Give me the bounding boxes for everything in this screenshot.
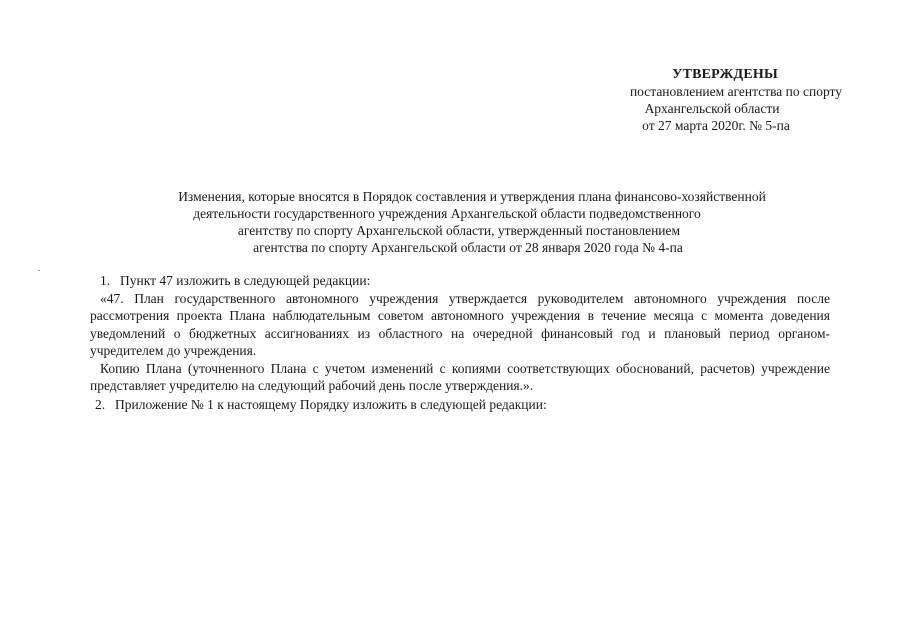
approval-heading: УТВЕРЖДЕНЫ	[672, 67, 778, 82]
copy-paragraph: Копию Плана (уточненного Плана с учетом изменений с копиями соответствующих обоснований, расчетов) учреждение представляет учредителю на следующий рабочий день после утверждения.».	[90, 360, 830, 393]
document-title	[120, 188, 820, 256]
approval-date-line: от 27 марта 2020г. № 5-па	[642, 118, 790, 133]
title-line: агентства по спорту Архангельской области от 28 января 2020 года № 4-па	[253, 240, 683, 255]
item-1-text: Пункт 47 изложить в следующей редакции:	[120, 273, 371, 288]
title-line: деятельности государственного учреждения Архангельской области подведомственного	[193, 206, 701, 221]
item-2-number: 2.	[95, 396, 106, 412]
scan-speck	[38, 270, 40, 271]
item-1-number: 1.	[100, 273, 111, 288]
item-2	[90, 396, 830, 414]
quote-paragraph: «47. План государственного автономного учреждения утверждается руководителем автономного учреждения после рассмотрения проекта Плана наблюдательным советом автономного учреждения в течение месяца с момента доведения уведомлений о бюджетных ассигнованиях из областного на очередной финансовый год и плановый период органом-учредителем до учреждения.	[90, 290, 830, 358]
title-line: Изменения, которые вносятся в Порядок составления и утверждения плана финансово-хозяйственной	[178, 189, 766, 204]
item-1	[90, 272, 830, 290]
title-line: агентству по спорту Архангельской области, утвержденный постановлением	[237, 223, 681, 238]
approval-region-line: Архангельской области	[644, 101, 780, 116]
item-2-text: Приложение № 1 к настоящему Порядку изложить в следующей редакции:	[115, 396, 547, 412]
document-body	[90, 272, 830, 413]
approval-stamp	[560, 66, 860, 134]
approval-decree-line: постановлением агентства по спорту	[629, 84, 843, 99]
